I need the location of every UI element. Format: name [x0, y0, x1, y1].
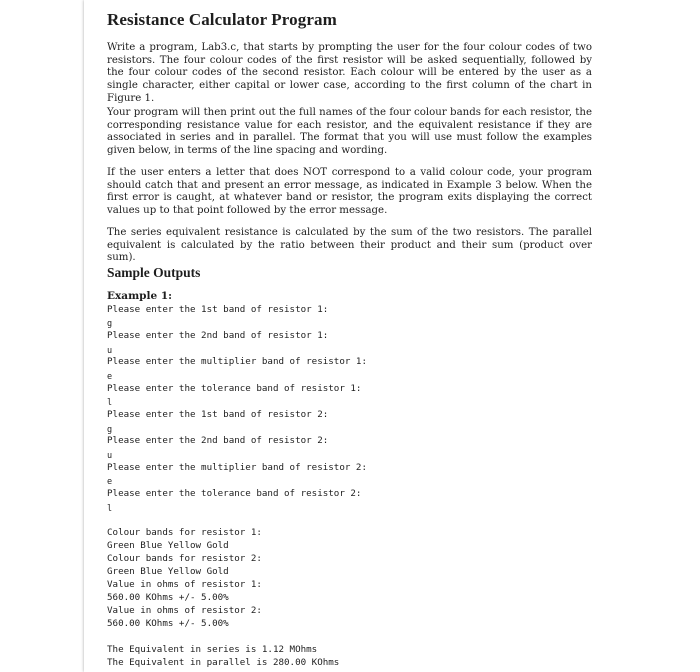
equivalent-series-line: The Equivalent in series is 1.12 MOhms: [107, 644, 318, 655]
example-label: Example 1:: [107, 290, 173, 302]
output-line: 560.00 KOhms +/- 5.00%: [107, 618, 229, 629]
paragraph-intro: Write a program, Lab3.c, that starts by prompting the user for the four colour codes of two resistors. The four colour codes of the first resistor will be asked sequentially, followed by the four colour codes of the second resistor. Each colour will be entered by the user as a single character, either capital or lower case, according to the first column of the chart in Figure 1.: [107, 42, 592, 104]
page-title: Resistance Calculator Program: [107, 10, 337, 29]
output-line: Value in ohms of resistor 1:: [107, 579, 262, 590]
section-heading: Sample Outputs: [107, 265, 201, 280]
paragraph-equivalent-formula: The series equivalent resistance is calculated by the sum of the two resistors. The parallel equivalent is calculated by the ratio between their product and their sum (product over sum).: [107, 227, 592, 264]
user-input: u: [107, 346, 113, 356]
user-input: e: [107, 372, 113, 382]
paragraph-error-handling: If the user enters a letter that does NOT correspond to a valid colour code, your program should catch that and present an error message, as indicated in Example 3 below. When the first error is caught, at whatever band or resistor, the program exits displaying the correct values up to that point followed by the error message.: [107, 167, 592, 217]
paragraph-output-format: Your program will then print out the full names of the four colour bands for each resistor, the corresponding resistance value for each resistor, and the equivalent resistance if they are associated in series and in parallel. The format that you will use must follow the examples given below, in terms of the line spacing and wording.: [107, 107, 592, 157]
prompt-line: Please enter the 2nd band of resistor 1:: [107, 330, 329, 341]
output-line: 560.00 KOhms +/- 5.00%: [107, 592, 229, 603]
document-content: [107, 10, 592, 668]
user-input: u: [107, 451, 113, 461]
document-page: [84, 0, 700, 672]
prompt-line: Please enter the tolerance band of resistor 1:: [107, 383, 362, 394]
prompt-line: Please enter the multiplier band of resistor 2:: [107, 462, 367, 473]
user-input: g: [107, 425, 113, 435]
output-line: Value in ohms of resistor 2:: [107, 605, 262, 616]
user-input: e: [107, 477, 113, 487]
output-line: Green Blue Yellow Gold: [107, 540, 229, 551]
prompt-line: Please enter the tolerance band of resistor 2:: [107, 488, 362, 499]
user-input: l: [107, 504, 113, 514]
output-line: Colour bands for resistor 2:: [107, 553, 262, 564]
equivalent-parallel-line: The Equivalent in parallel is 280.00 KOhms: [107, 657, 340, 668]
user-input: l: [107, 398, 113, 408]
prompt-line: Please enter the multiplier band of resistor 1:: [107, 356, 367, 367]
prompt-line: Please enter the 1st band of resistor 1:: [107, 304, 329, 315]
prompt-line: Please enter the 1st band of resistor 2:: [107, 409, 329, 420]
output-line: Green Blue Yellow Gold: [107, 566, 229, 577]
prompt-line: Please enter the 2nd band of resistor 2:: [107, 435, 329, 446]
user-input: g: [107, 319, 113, 329]
output-line: Colour bands for resistor 1:: [107, 527, 262, 538]
